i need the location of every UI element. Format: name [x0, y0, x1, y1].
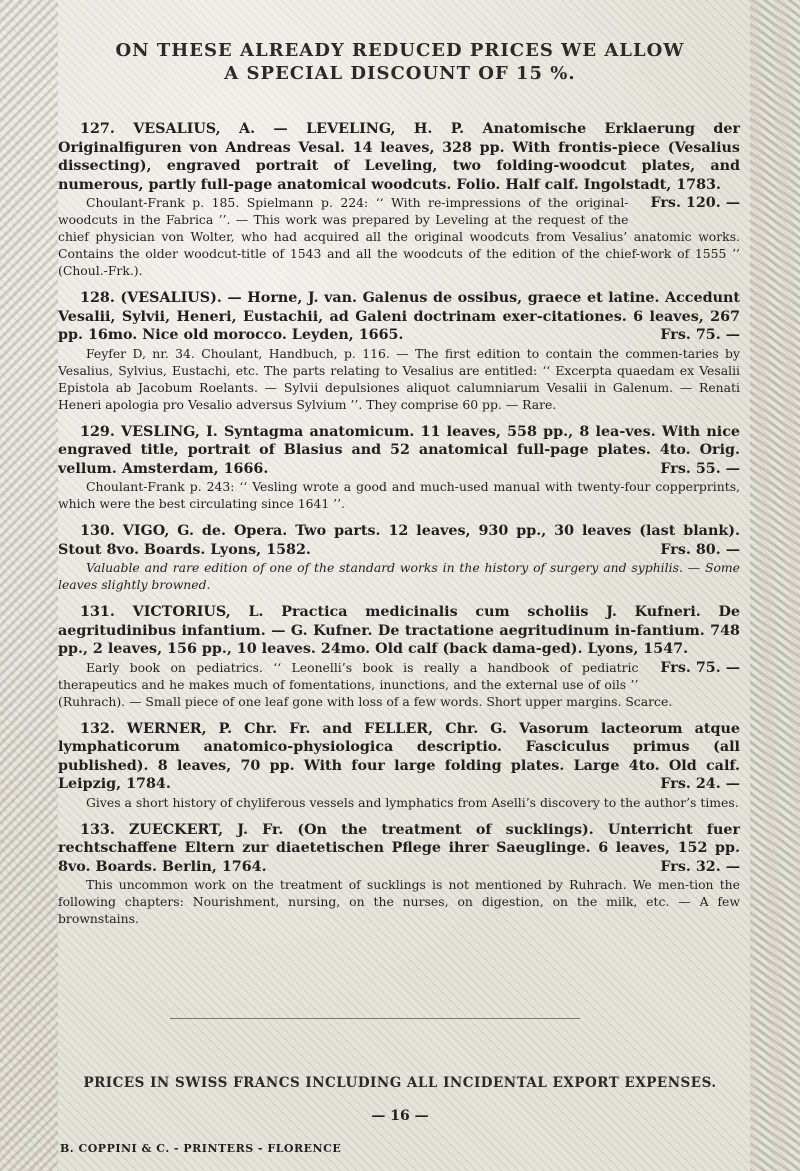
- catalogue-entry-129: [58, 423, 740, 513]
- entry-description: 132. WERNER, P. Chr. Fr. and FELLER, Chr. G. Vasorum lacteorum atque lymphaticorum anatomico-physiologica descriptio. Fasciculus primus (all published). 8 leaves, 70 pp. With four large folding plates. Large 4to. Old calf. Leipzig, 1784. Frs. 24. —: [58, 720, 740, 792]
- entry-description: 130. VIGO, G. de. Opera. Two parts. 12 leaves, 930 pp., 30 leaves (last blank). Stout 8vo. Boards. Lyons, 1582. Frs. 80. —: [58, 523, 740, 558]
- catalogue-entry-127: [58, 120, 740, 279]
- catalogue-entries: [58, 120, 740, 937]
- entry-price: Frs. 55. —: [660, 460, 740, 477]
- entry-price: Frs. 80. —: [660, 541, 740, 558]
- entry-price: Frs. 32. —: [660, 858, 740, 875]
- entry-price: Frs. 120. —: [650, 195, 740, 211]
- catalogue-entry-132: [58, 720, 740, 811]
- entry-note: Early book on pediatrics. ‘‘ Leonelli’s book is really a handbook of pediatric therapeutics and he makes much of fomentations, inunctions, and the external use of oils ’’ (Ruhrach). — Small piece of one leaf gone with loss of a few words. Short upper margins. Scarce.: [58, 659, 673, 709]
- entry-note: Valuable and rare edition of one of the standard works in the history of surgery and syphilis. — Some leaves slightly browned.: [58, 560, 740, 592]
- entry-description: 131. VICTORIUS, L. Practica medicinalis cum scholiis J. Kufneri. De aegritudinibus infantium. — G. Kufner. De tractatione aegritudinum in-fantium. 748 pp., 2 leaves, 156 pp., 10 leaves. 24mo. Old calf (back dama-ged). Lyons, 1547. Frs. 75. —: [58, 604, 740, 676]
- catalogue-entry-128: [58, 289, 740, 413]
- entry-note: Choulant-Frank p. 185. Spielmann p. 224: ‘‘ With re-impressions of the original-woodcuts in the Fabrica ’’. — This work was prepared by Leveling at the request of the chief physician von Wolter, who had acquired all the original woodcuts from Vesalius’ anatomic works. Contains the older woodcut-title of 1543 and all the woodcuts of the edition of the chief-work of 1555 ’’ (Choul.-Frk.).: [58, 195, 740, 278]
- entry-description: 133. ZUECKERT, J. Fr. (On the treatment of sucklings). Unterricht fuer rechtschaffene Eltern zur diaetetischen Pflege ihrer Saeuglinge. 6 leaves, 152 pp. 8vo. Boards. Berlin, 1764. Frs. 32. —: [58, 821, 740, 875]
- catalogue-entry-131: [58, 603, 740, 710]
- entry-description: 129. VESLING, I. Syntagma anatomicum. 11 leaves, 558 pp., 8 lea-ves. With nice engraved title, portrait of Blasius and 52 anatomical full-page plates. 4to. Orig. vellum. Amsterdam, 1666. Frs. 55. —: [58, 423, 740, 477]
- catalogue-entry-130: [58, 522, 740, 593]
- header-line-2: A SPECIAL DISCOUNT OF 15 %.: [224, 63, 576, 84]
- header-line-1: ON THESE ALREADY REDUCED PRICES WE ALLOW: [115, 40, 685, 61]
- entry-note: Choulant-Frank p. 243: ‘‘ Vesling wrote a good and much-used manual with twenty-four copperprints, which were the best circulating since 1641 ’’.: [58, 479, 740, 511]
- prices-note: PRICES IN SWISS FRANCS INCLUDING ALL INCIDENTAL EXPORT EXPENSES.: [83, 1075, 717, 1091]
- page-number: — 16 —: [371, 1108, 429, 1124]
- catalogue-entry-133: [58, 821, 740, 928]
- entry-note: Feyfer D, nr. 34. Choulant, Handbuch, p. 116. — The first edition to contain the commen-taries by Vesalius, Sylvius, Eustachi, etc. The parts relating to Vesalius are entitled: ‘‘ Excerpta quaedam ex Vesalii Epistola ab Jacobum Roelants. — Sylvii depulsiones aliquot calumniarum Vesalii in Galenum. — Renati Heneri apologia pro Vesalio adversus Sylvium ’’. They comprise 60 pp. — Rare.: [58, 345, 740, 412]
- right-edge-texture: [750, 0, 800, 1171]
- entry-note: Gives a short history of chyliferous vessels and lymphatics from Aselli’s discovery to the author’s times.: [86, 794, 739, 810]
- printer-imprint: B. COPPINI & C. - PRINTERS - FLORENCE: [60, 1142, 342, 1155]
- entry-note: This uncommon work on the treatment of sucklings is not mentioned by Ruhrach. We men-tion the following chapters: Nourishment, nursing, on the nurses, on digestion, on the milk, etc. — A few brownstains.: [58, 877, 740, 926]
- entry-description: 128. (VESALIUS). — Horne, J. van. Galenus de ossibus, graece et latine. Accedunt Vesalii, Sylvii, Heneri, Eustachii, ad Galeni doctrinam exer-citationes. 6 leaves, 267 pp. 16mo. Nice old morocco. Leyden, 1665. Frs. 75. —: [58, 290, 740, 343]
- separator-rule: [170, 1018, 580, 1019]
- entry-description: 127. VESALIUS, A. — LEVELING, H. P. Anatomische Erklaerung der Originalfiguren von Andreas Vesal. 14 leaves, 328 pp. With frontis-piece (Vesalius dissecting), engraved portrait of Leveling, two folding-woodcut plates, and numerous, partly full-page anatomical woodcuts. Folio. Half calf. Ingolstadt, 1783. Frs. 120. —: [58, 121, 740, 211]
- discount-header: [60, 40, 740, 84]
- entry-price: Frs. 75. —: [660, 327, 740, 343]
- left-edge-texture: [0, 0, 58, 1171]
- entry-price: Frs. 75. —: [660, 659, 740, 676]
- entry-price: Frs. 24. —: [660, 776, 740, 792]
